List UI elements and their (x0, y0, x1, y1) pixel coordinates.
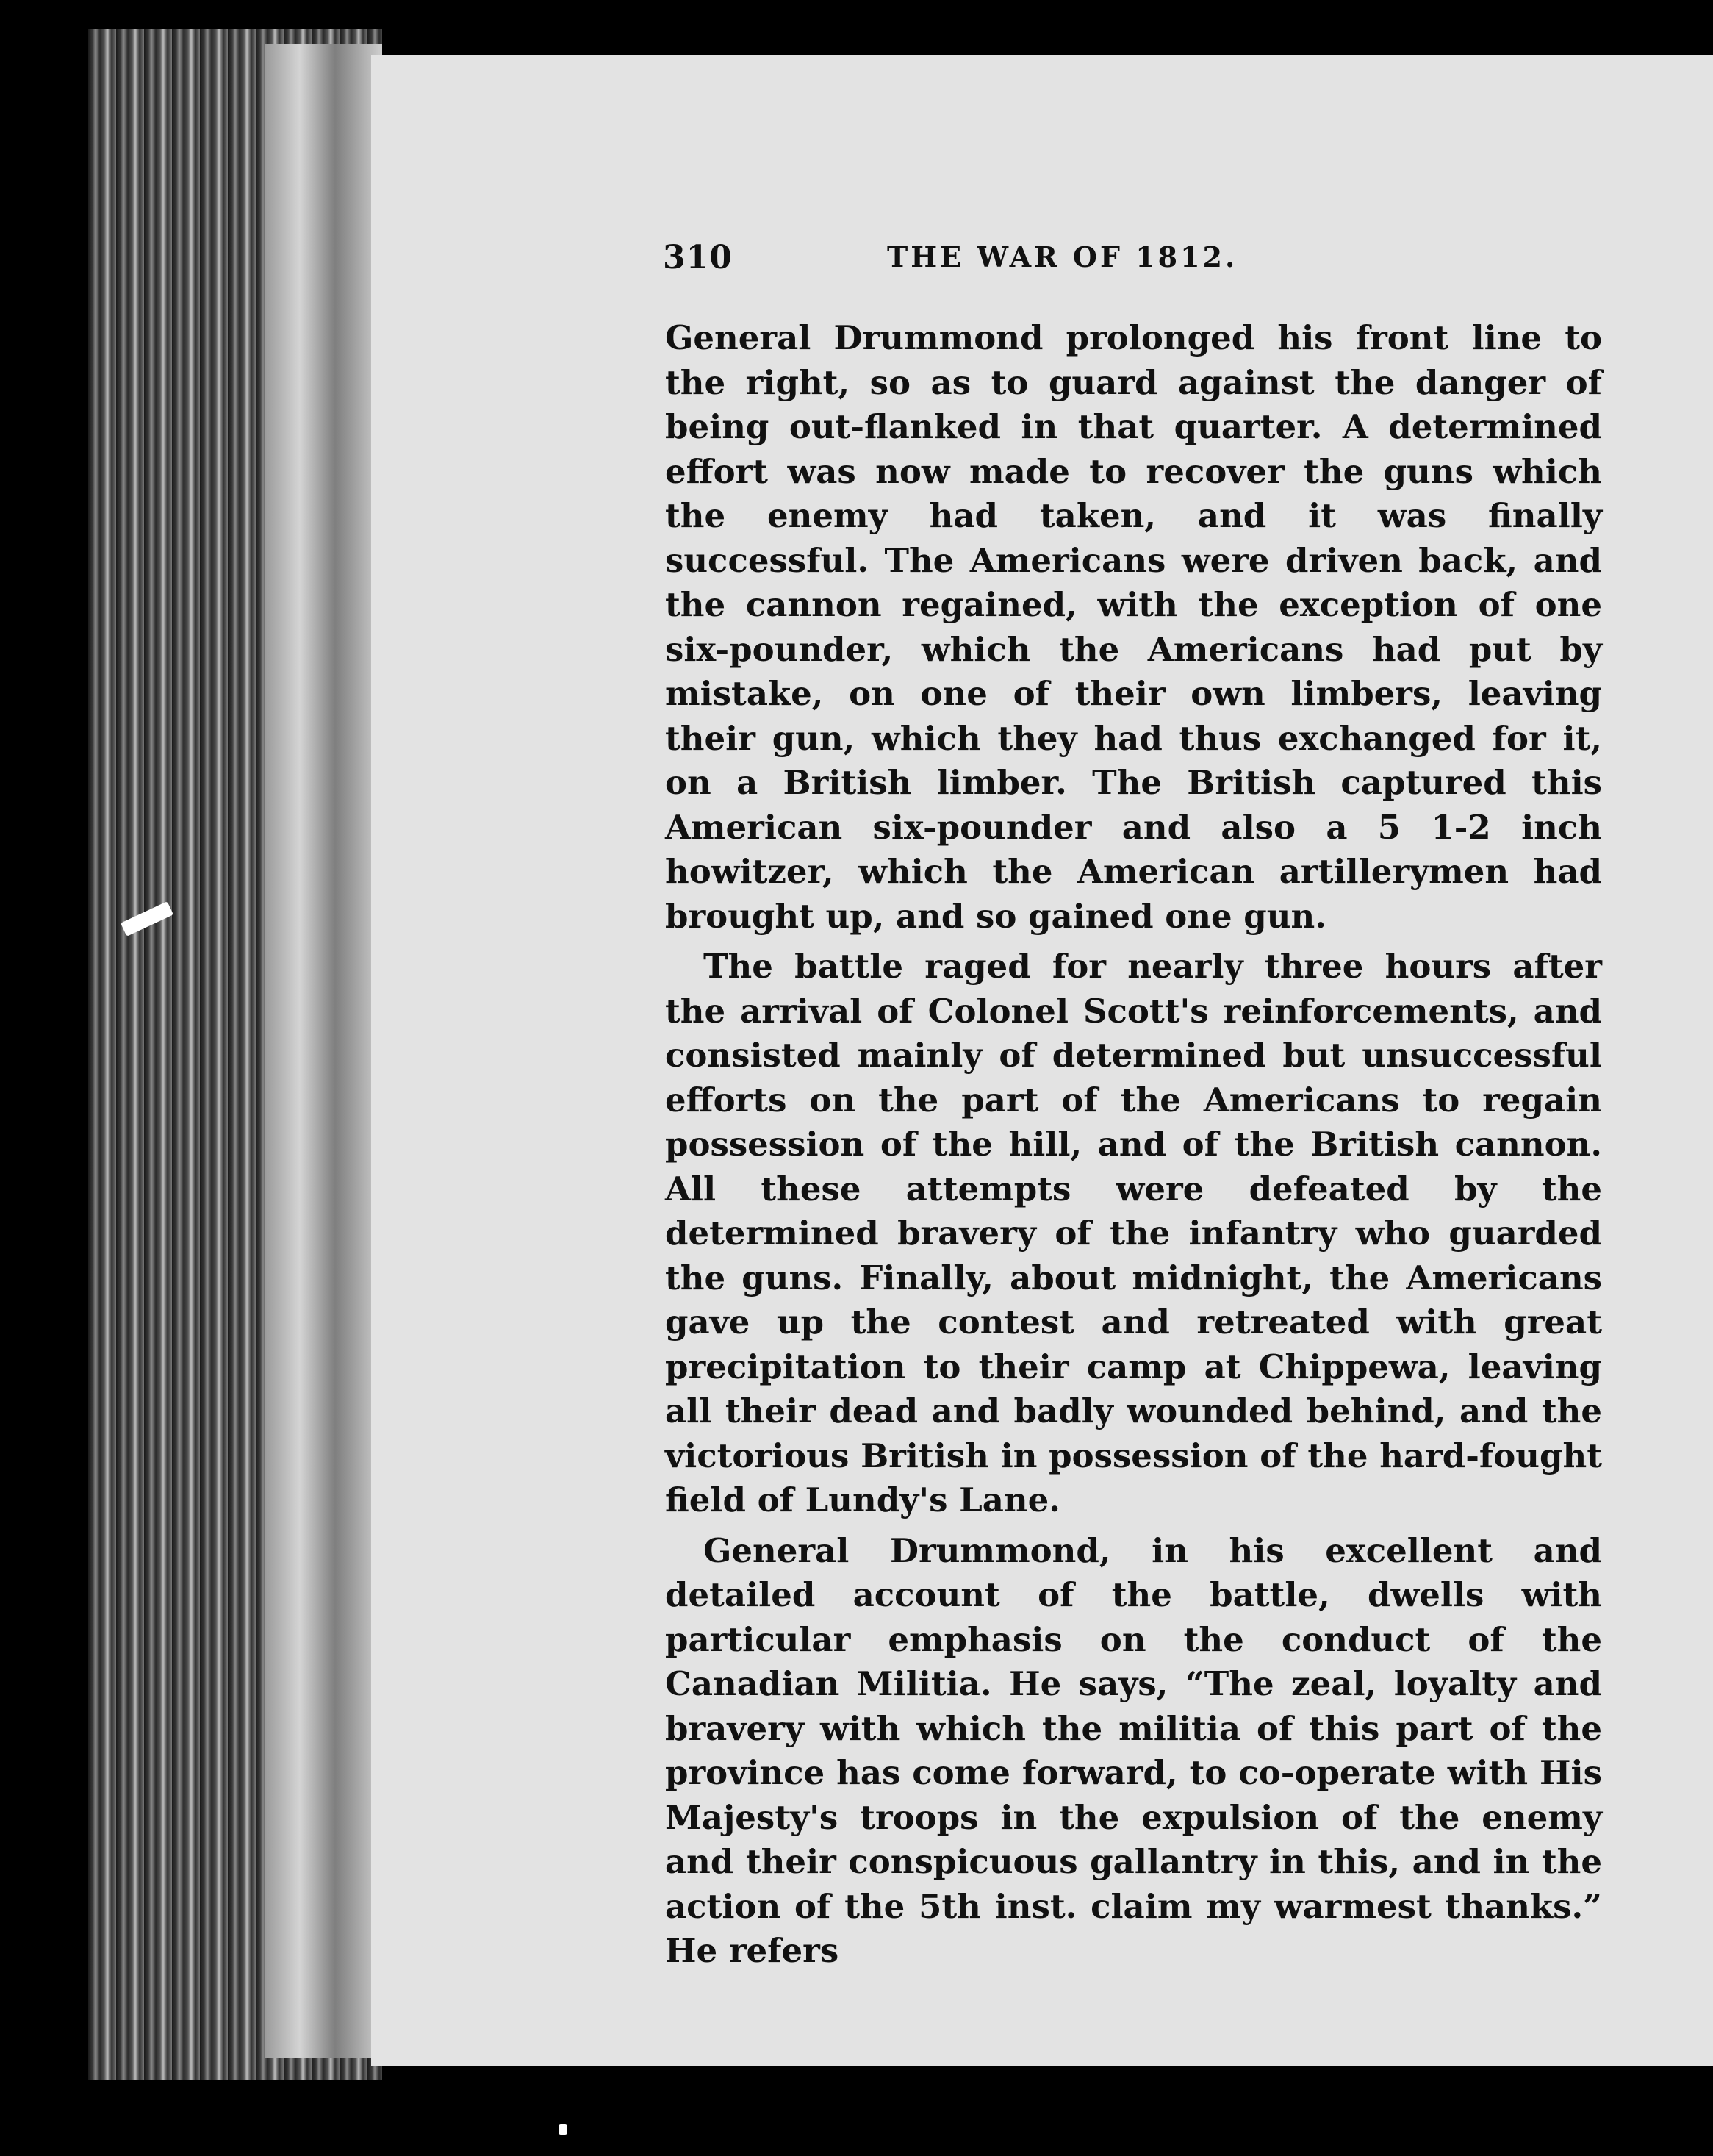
running-head (663, 239, 1604, 290)
body-text (665, 316, 1602, 1980)
page-number: 310 (663, 239, 733, 276)
paragraph: General Drummond prolonged his front line to the right, so as to guard against the danger of being out-flanked in that quarter. A determined effort was now made to recover the guns which the enemy had taken, and it was finally successful. The Americans were driven back, and the cannon regained, with the exception of one six-pounder, which the Americans had put by mistake, on one of their own limbers, leaving their gun, which they had thus exchanged for it, on a British limber. The British captured this American six-pounder and also a 5 1-2 inch howitzer, which the American artillerymen had brought up, and so gained one gun. (665, 318, 1602, 936)
running-title: THE WAR OF 1812. (887, 240, 1238, 273)
dust-speck (559, 2124, 567, 2135)
page-gutter (265, 44, 382, 2058)
paragraph: General Drummond, in his excellent and detailed account of the battle, dwells with particular emphasis on the conduct of the Canadian Militia. He says, “The zeal, loyalty and bravery with which the militia of this part of the province has come forward, to co-operate with His Majesty's troops in the expulsion of the enemy and their conspicuous gallantry in this, and in the action of the 5th inst. claim my warmest thanks.” He refers (665, 1530, 1602, 1970)
paragraph: The battle raged for nearly three hours after the arrival of Colonel Scott's reinforcements, and consisted mainly of determined but unsuccessful efforts on the part of the Americans to regain possession of the hill, and of the British cannon. All these attempts were defeated by the determined bravery of the infantry who guarded the guns. Finally, about midnight, the Americans gave up the contest and retreated with great precipitation to their camp at Chippewa, leaving all their dead and badly wounded behind, and the victorious British in possession of the hard-fought field of Lundy's Lane. (665, 947, 1602, 1519)
